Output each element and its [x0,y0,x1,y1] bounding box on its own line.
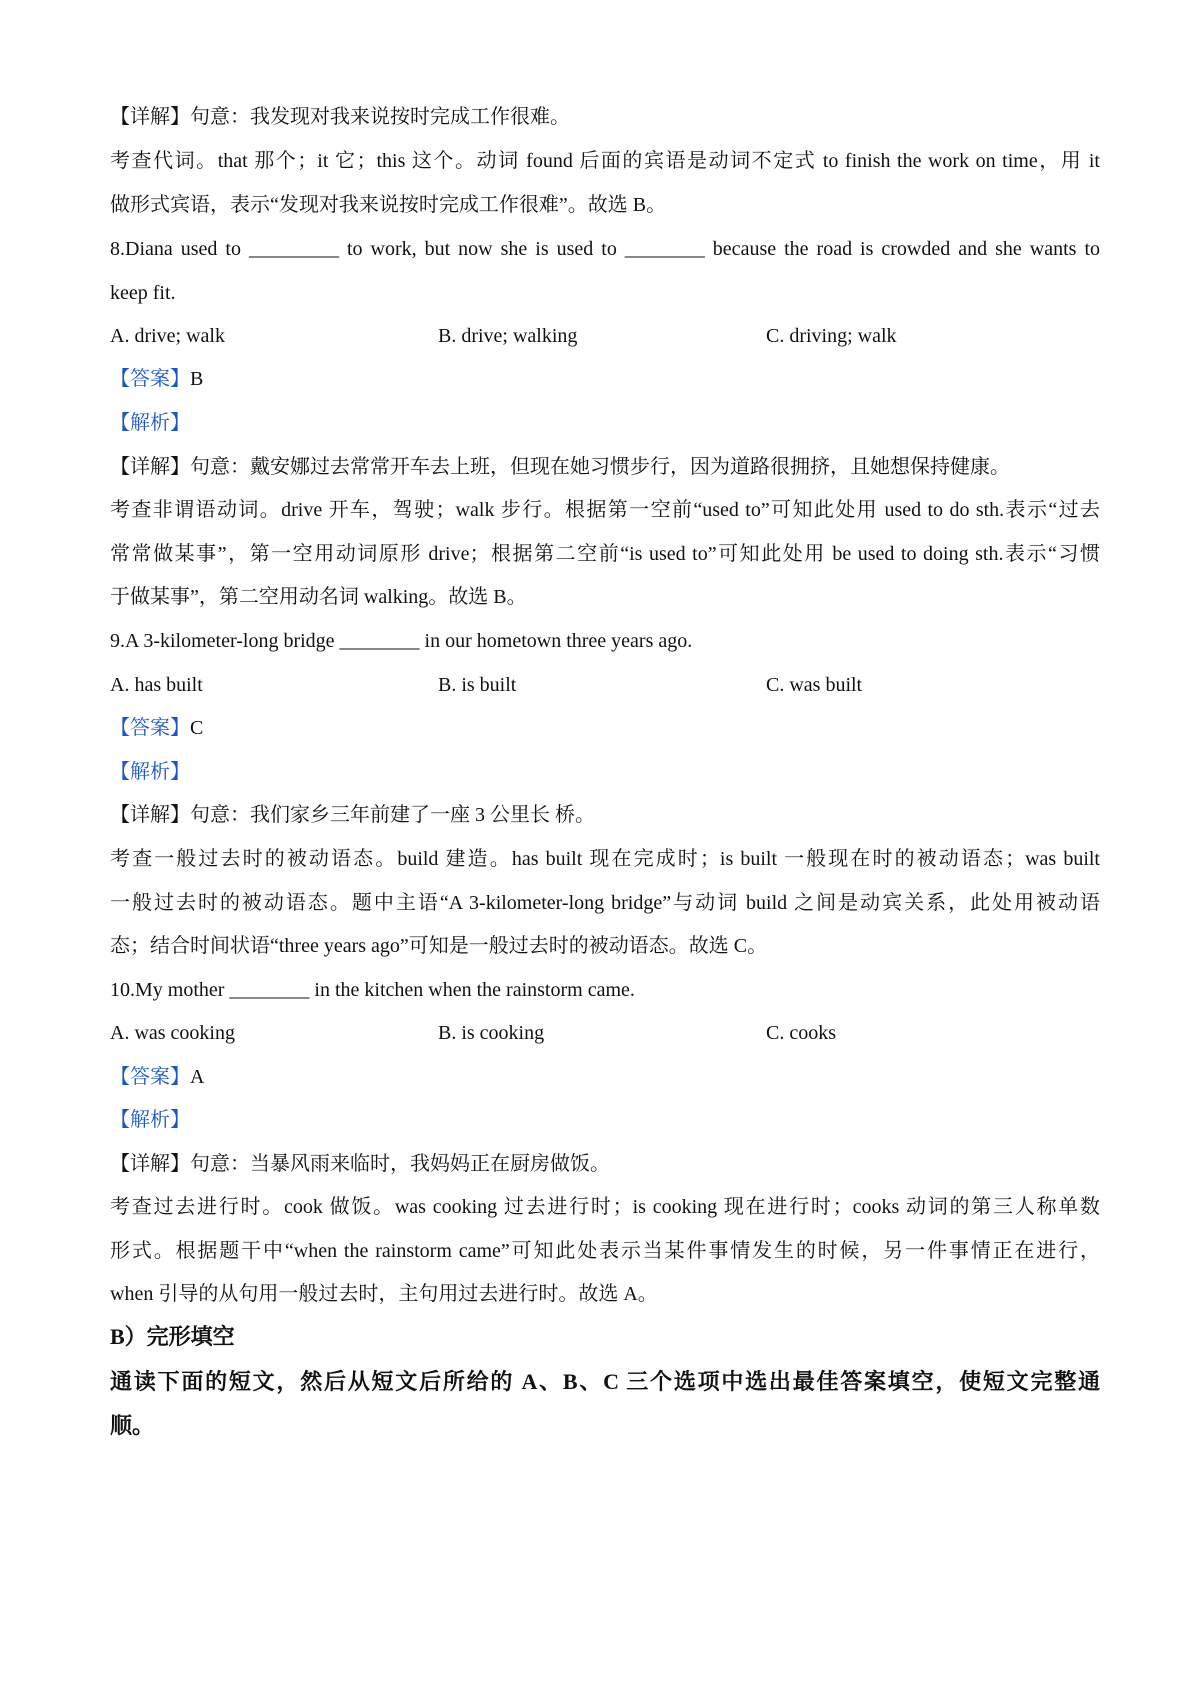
detail-tag: 【详解】 [110,106,190,128]
q8-option-b: B. drive; walking [438,325,578,347]
q7-analysis-line-2: 做形式宾语，表示“发现对我来说按时完成工作很难”。故选 B。 [110,194,667,216]
q10-analysis-tag: 【解析】 [110,1109,190,1131]
q9-option-a: A. has built [110,674,203,696]
section-b-heading: B）完形填空 [110,1324,235,1349]
q9-analysis-line-1: 考查一般过去时的被动语态。build 建造。has built 现在完成时；is built 一般现在时的被动语态；was built [110,848,1100,870]
q9-analysis-tag: 【解析】 [110,761,190,783]
q10-answer: 【答案】A [110,1066,205,1088]
q10-option-c: C. cooks [766,1022,836,1044]
detail-tag: 【详解】 [110,456,190,478]
section-b-instruction-line-2: 顺。 [110,1413,155,1438]
q10-analysis-line-2: 形式。根据题干中“when the rainstorm came”可知此处表示当某件事情发生的时候，另一件事情正在进行， [110,1240,1100,1262]
q9-detail: 【详解】句意：我们家乡三年前建了一座 3 公里长 桥。 [110,804,595,826]
section-b-instruction-line-1: 通读下面的短文，然后从短文后所给的 A、B、C 三个选项中选出最佳答案填空，使短文完整通 [110,1369,1100,1394]
q8-analysis-line-2: 常常做某事”，第一空用动词原形 drive；根据第二空前“is used to”可知此处用 be used to doing sth.表示“习惯 [110,543,1100,565]
q9-analysis-line-3: 态；结合时间状语“three years ago”可知是一般过去时的被动语态。故选 C。 [110,935,768,957]
q7-analysis-line-1: 考查代词。that 那个；it 它；this 这个。动词 found 后面的宾语是动词不定式 to finish the work on time，用 it [110,150,1100,172]
q8-detail: 【详解】句意：戴安娜过去常常开车去上班，但现在她习惯步行，因为道路很拥挤，且她想保持健康。 [110,456,1010,478]
q10-option-b: B. is cooking [438,1022,545,1044]
q8-option-c: C. driving; walk [766,325,897,347]
q8-analysis-line-1: 考查非谓语动词。drive 开车，驾驶；walk 步行。根据第一空前“used to”可知此处用 used to do sth.表示“过去 [110,499,1100,521]
q10-analysis-line-1: 考查过去进行时。cook 做饭。was cooking 过去进行时；is cooking 现在进行时；cooks 动词的第三人称单数 [110,1196,1100,1218]
q9-analysis-line-2: 一般过去时的被动语态。题中主语“A 3-kilometer-long bridge”与动词 build 之间是动宾关系，此处用被动语 [110,892,1100,914]
detail-tag: 【详解】 [110,804,190,826]
q8-stem-line-1: 8.Diana used to _________ to work, but now she is used to ________ because the road is crowded and she wants to [110,238,1100,260]
q8-answer: 【答案】B [110,368,204,390]
q10-analysis-line-3: when 引导的从句用一般过去时，主句用过去进行时。故选 A。 [110,1283,658,1305]
q9-option-c: C. was built [766,674,863,696]
answer-tag: 【答案】 [110,368,190,390]
q9-answer: 【答案】C [110,717,204,739]
q8-analysis-line-3: 于做某事”，第二空用动名词 walking。故选 B。 [110,586,527,608]
q9-option-b: B. is built [438,674,517,696]
detail-tag: 【详解】 [110,1153,190,1175]
q9-stem: 9.A 3-kilometer-long bridge ________ in our hometown three years ago. [110,630,693,652]
q10-detail: 【详解】句意：当暴风雨来临时，我妈妈正在厨房做饭。 [110,1153,610,1175]
q10-stem: 10.My mother ________ in the kitchen when the rainstorm came. [110,979,635,1001]
q7-detail: 【详解】句意：我发现对我来说按时完成工作很难。 [110,106,570,128]
answer-tag: 【答案】 [110,1066,190,1088]
q10-option-a: A. was cooking [110,1022,235,1044]
q8-stem-line-2: keep fit. [110,282,176,304]
answer-tag: 【答案】 [110,717,190,739]
q8-option-a: A. drive; walk [110,325,225,347]
q8-analysis-tag: 【解析】 [110,412,190,434]
